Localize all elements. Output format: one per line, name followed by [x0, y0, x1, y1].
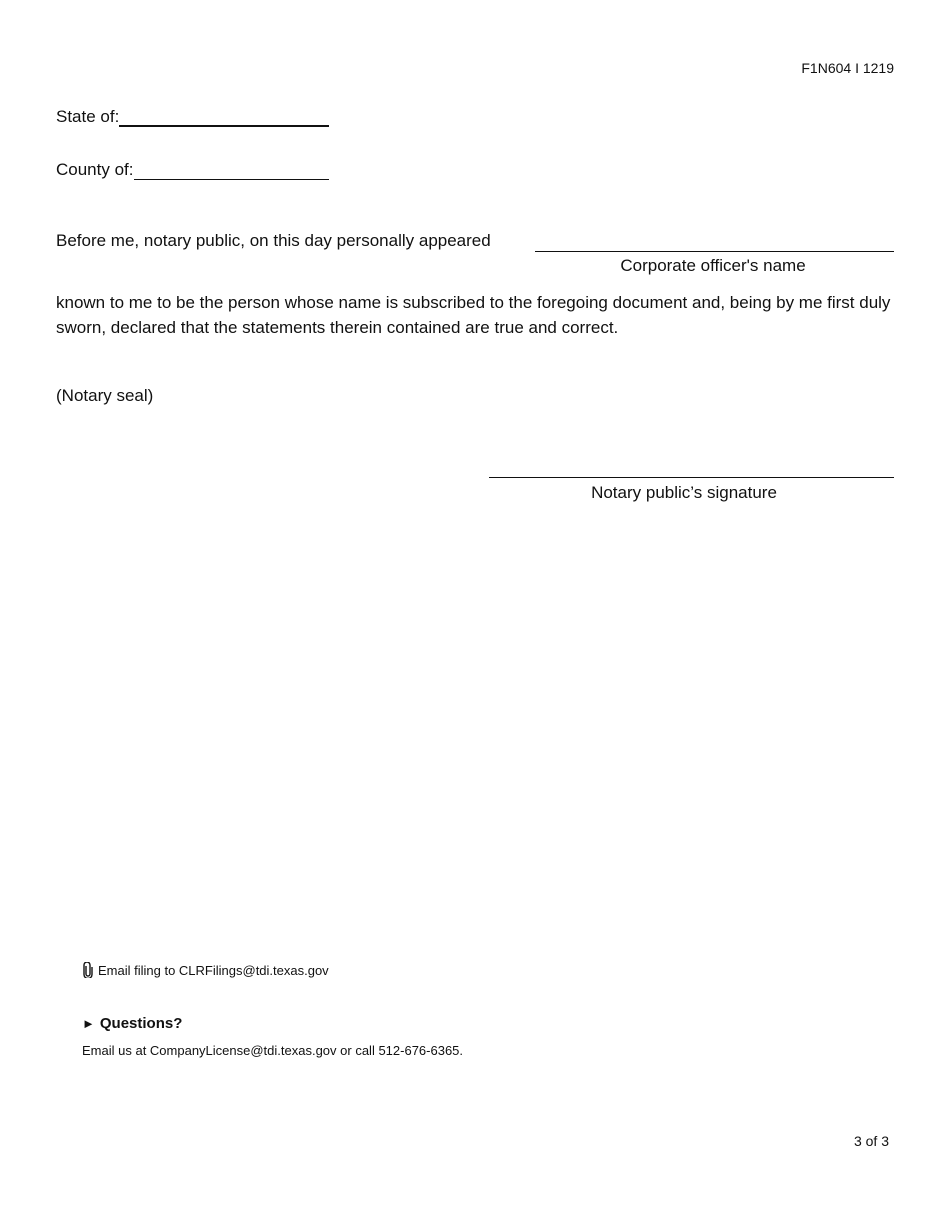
- county-input-line[interactable]: [134, 162, 329, 180]
- questions-heading-row: [82, 1015, 182, 1033]
- page-number: 3 of 3: [853, 1133, 889, 1149]
- county-field: [56, 160, 329, 180]
- notary-seal-label: (Notary seal): [56, 386, 154, 405]
- form-id: F1N604 I 1219: [801, 60, 894, 76]
- paperclip-icon: [82, 962, 94, 978]
- appeared-text: Before me, notary public, on this day personally appeared: [56, 231, 491, 250]
- notary-signature-caption: Notary public’s signature: [591, 483, 777, 502]
- state-field: [56, 107, 329, 127]
- contact-text: Email us at CompanyLicense@tdi.texas.gov or call 512-676-6365.: [82, 1043, 464, 1058]
- state-input-line[interactable]: [119, 109, 329, 127]
- sworn-statement: known to me to be the person whose name is subscribed to the foregoing document and, being by me first duly sworn, declared that the statements therein contained are true and correct.: [56, 293, 891, 337]
- email-filing-text: Email filing to CLRFilings@tdi.texas.gov: [98, 962, 329, 978]
- county-label: County of:: [56, 160, 134, 179]
- questions-heading: Questions?: [99, 1015, 183, 1032]
- right-triangle-icon: ►: [82, 1016, 95, 1031]
- email-filing-row: [82, 962, 329, 978]
- state-label: State of:: [56, 107, 120, 126]
- officer-name-caption: Corporate officer's name: [620, 256, 806, 275]
- notary-signature-line[interactable]: [489, 477, 894, 478]
- officer-name-line[interactable]: [535, 251, 894, 252]
